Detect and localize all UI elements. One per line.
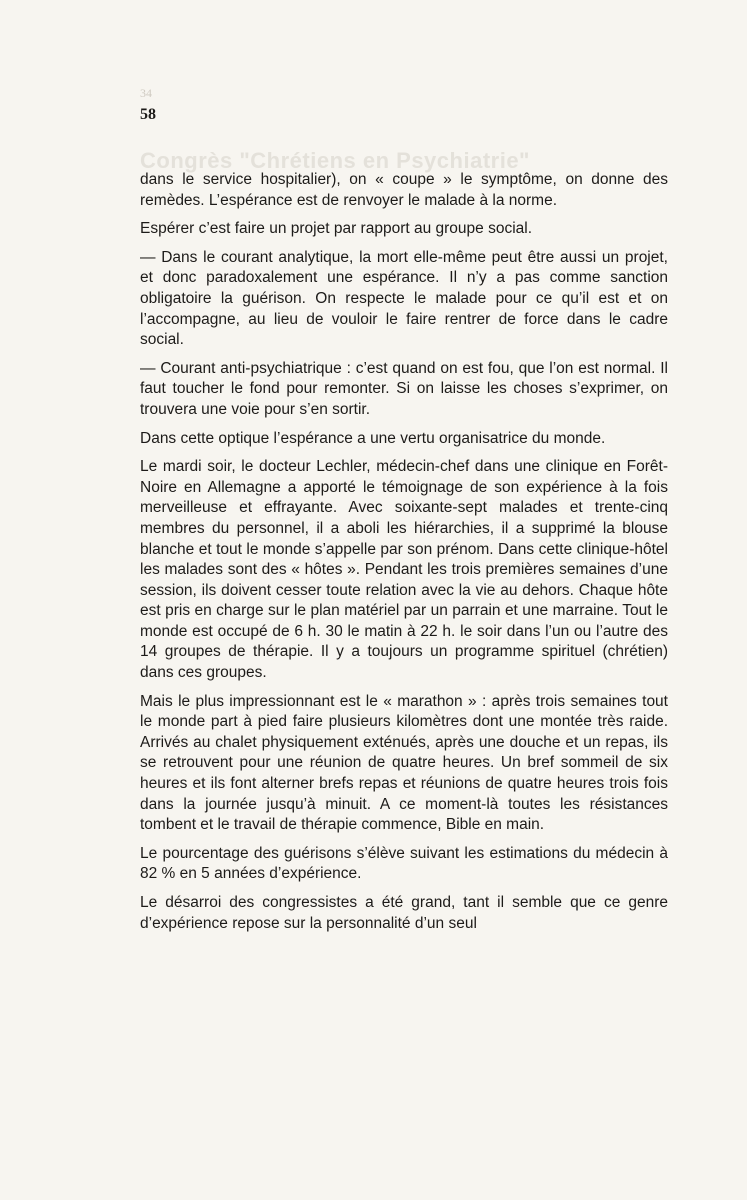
body-text <box>140 170 668 942</box>
paragraph: Le pourcentage des guérisons s’élève suivant les estimations du médecin à 82 % en 5 années d’expérience. <box>140 844 668 883</box>
paragraph: Mais le plus impressionnant est le « marathon » : après trois semaines tout le monde part à pied faire plusieurs kilomètres dont une montée très raide. Arrivés au chalet physiquement exténués, après une douche et un repas, ils se retrouvent pour une réunion de quatre heures. Un bref sommeil de six heures et ils font alterner brefs repas et réunions de quatre heures trois fois dans la journée jusqu’à minuit. A ce moment-là toutes les résistances tombent et le travail de thérapie commence, Bible en main. <box>140 692 668 834</box>
page-number: 58 <box>140 106 156 123</box>
bleed-through-heading: Congrès "Chrétiens en Psychiatrie" <box>140 148 530 173</box>
paragraph: dans le service hospitalier), on « coupe » le symptôme, on donne des remèdes. L’espérance est de renvoyer le malade à la norme. <box>140 171 668 209</box>
paragraph: — Courant anti-psychiatrique : c’est quand on est fou, que l’on est normal. Il faut toucher le fond pour remonter. Si on laisse les choses s’exprimer, on trouvera une voie pour s’en sortir. <box>140 359 668 418</box>
paragraph: Dans cette optique l’espérance a une vertu organisatrice du monde. <box>140 429 606 447</box>
paragraph: Le désarroi des congressistes a été grand, tant il semble que ce genre d’expérience repose sur la personnalité d’un seul <box>140 894 668 932</box>
paragraph: Le mardi soir, le docteur Lechler, médecin-chef dans une clinique en Forêt-Noire en Allemagne a apporté le témoignage de son expérience à la fois merveilleuse et effrayante. Avec soixante-sept malades et trente-cinq membres du personnel, il a aboli les hiérarchies, il a supprimé la blouse blanche et tout le monde s’appelle par son prénom. Dans cette clinique-hôtel les malades sont des « hôtes ». Pendant les trois premières semaines d’une session, ils doivent cesser toute relation avec la vie au dehors. Chaque hôte est pris en charge sur le plan matériel par un parrain et une marraine. Tout le monde est occupé de 6 h. 30 le matin à 22 h. le soir dans l’un ou l’autre des 14 groupes de thérapie. Il y a toujours un programme spirituel (chrétien) dans ces groupes. <box>140 458 668 682</box>
paragraph: Espérer c’est faire un projet par rapport au groupe social. <box>140 220 533 238</box>
faint-page-number: 34 <box>140 86 152 100</box>
paragraph: — Dans le courant analytique, la mort elle-même peut être aussi un projet, et donc paradoxalement une espérance. Il n’y a pas comme sanction obligatoire la guérison. On respecte le malade pour ce qu’il est et on l’accompagne, au lieu de vouloir le faire rentrer de force dans le cadre social. <box>140 248 668 349</box>
